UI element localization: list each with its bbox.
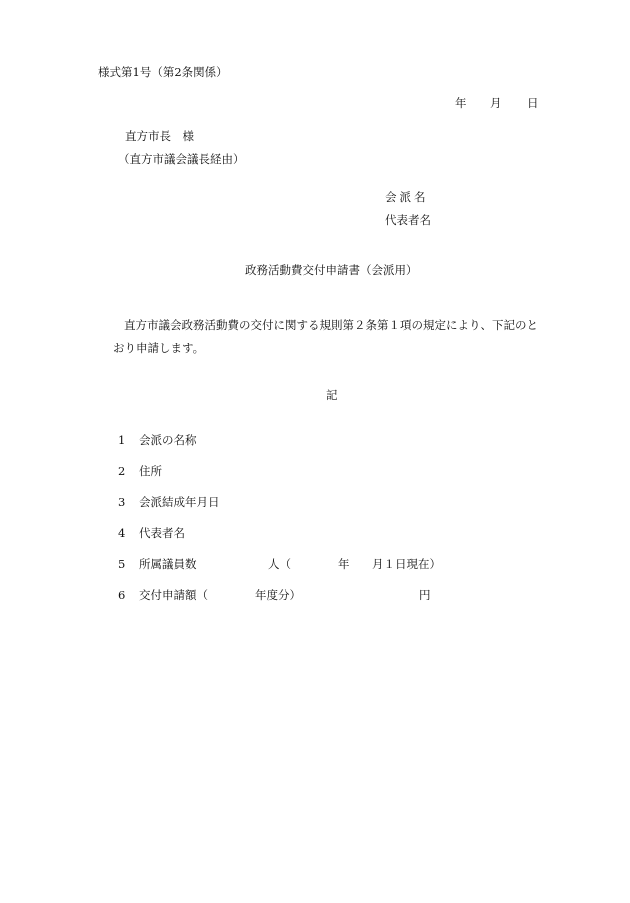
date-day-label: 日 — [527, 96, 539, 110]
addressee-via-chair: （直方市議会議長経由） — [118, 152, 245, 166]
item-label-application-amount: 交付申請額（ — [139, 588, 208, 602]
item-label-address: 住所 — [139, 464, 162, 478]
item-number: 1 — [118, 433, 126, 447]
member-count-unit: 人（ — [268, 557, 291, 571]
addressee-mayor: 直方市長 様 — [125, 129, 194, 143]
member-count-date-suffix: 月１日現在） — [372, 557, 441, 571]
yen-label: 円 — [419, 588, 431, 602]
item-label-member-count: 所属議員数 — [139, 557, 197, 571]
form-number: 様式第1号（第2条関係） — [98, 65, 228, 79]
party-name-label: 会派名 — [385, 190, 429, 204]
item-number: 2 — [118, 464, 126, 478]
ki-heading: 記 — [326, 388, 338, 402]
body-text-line-1: 直方市議会政務活動費の交付に関する規則第２条第１項の規定により、下記のと — [124, 318, 538, 332]
member-count-year: 年 — [338, 557, 350, 571]
item-label-party-name: 会派の名称 — [139, 433, 197, 447]
item-number: 6 — [118, 588, 126, 602]
item-label-formation-date: 会派結成年月日 — [139, 495, 220, 509]
item-number: 5 — [118, 557, 126, 571]
fiscal-year-label: 年度分） — [255, 588, 301, 602]
item-label-representative: 代表者名 — [139, 526, 185, 540]
item-number: 4 — [118, 526, 126, 540]
item-number: 3 — [118, 495, 126, 509]
date-month-label: 月 — [490, 96, 502, 110]
document-title: 政務活動費交付申請書（会派用） — [245, 263, 418, 277]
representative-name-label: 代表者名 — [385, 213, 431, 227]
body-text-line-2: おり申請します。 — [113, 341, 205, 355]
date-year-label: 年 — [455, 96, 467, 110]
